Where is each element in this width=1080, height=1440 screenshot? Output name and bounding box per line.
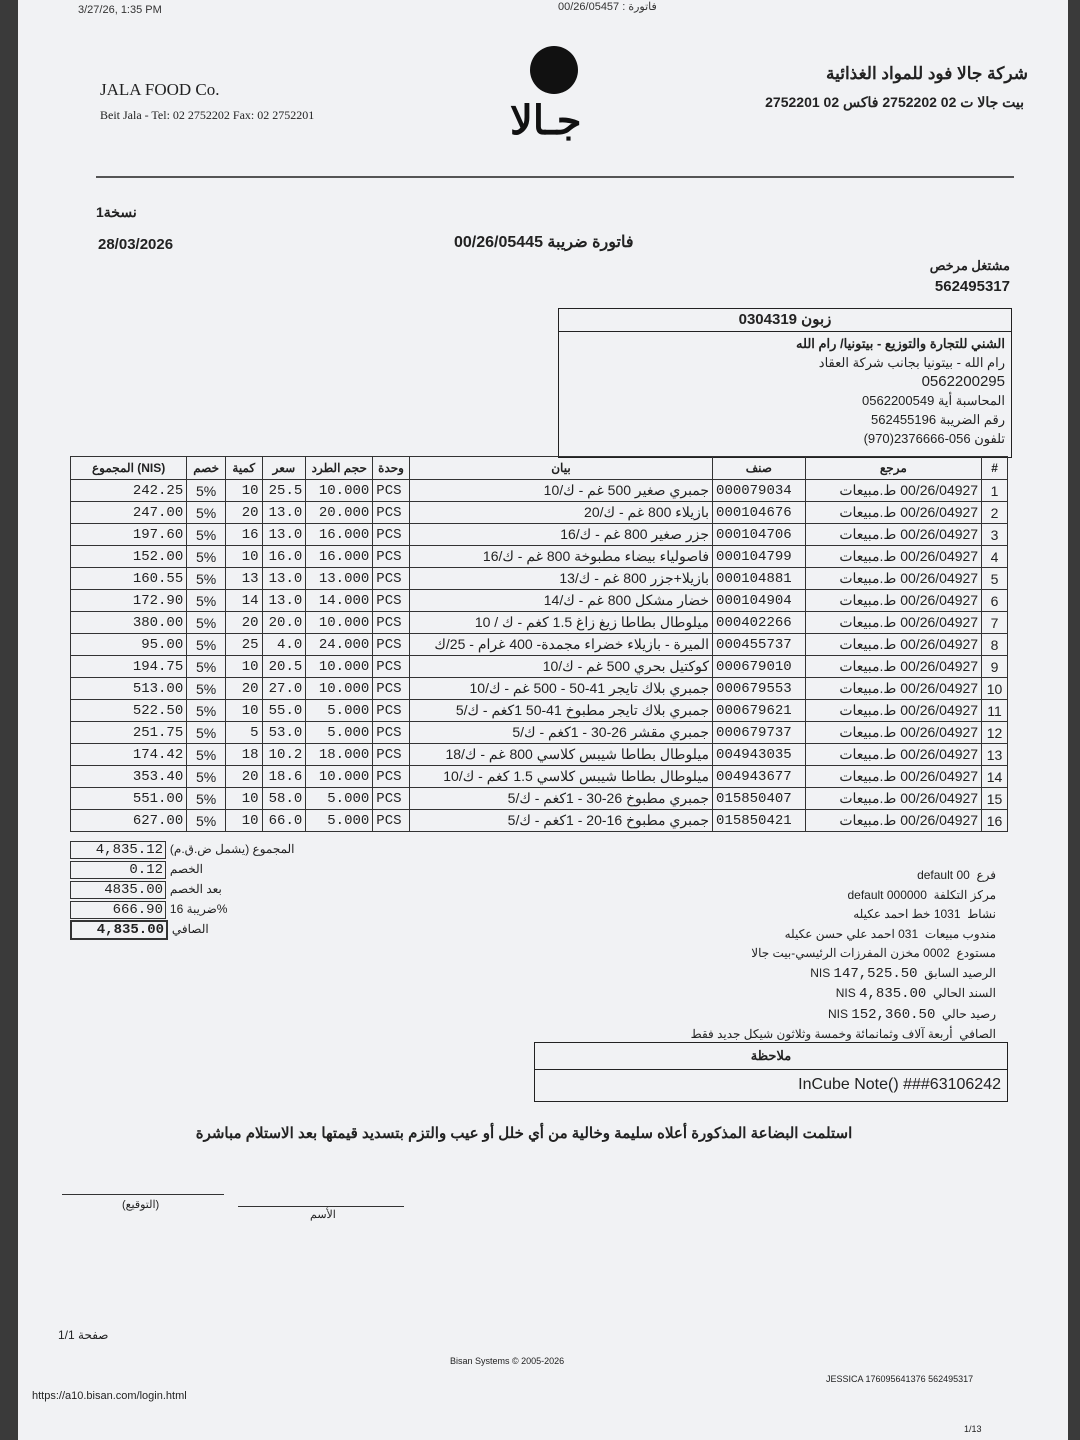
cell-total: 353.40 [71, 766, 187, 788]
cell-qty: 13 [225, 568, 262, 590]
cell-reference: 00/26/04927 ط.مبيعات [805, 502, 982, 524]
cell-total: 513.00 [71, 678, 187, 700]
cell-discount: 5% [187, 502, 226, 524]
prev-balance-currency: NIS [810, 965, 831, 980]
print-ref: فاتورة : 00/26/05457 [558, 1, 657, 13]
signature-label: (التوقيع) [122, 1199, 160, 1211]
cell-reference: 00/26/04927 ط.مبيعات [805, 744, 982, 766]
footer-user: JESSICA 176095641376 562495317 [826, 1374, 974, 1384]
cell-discount: 5% [187, 524, 226, 546]
cell-discount: 5% [187, 766, 226, 788]
cell-unit: PCS [373, 744, 410, 766]
company-contact-en: Beit Jala - Tel: 02 2752202 Fax: 02 2752201 [100, 108, 315, 122]
table-row [71, 722, 1008, 744]
cell-price: 10.2 [262, 744, 306, 766]
footer-url: https://a10.bisan.com/login.html [32, 1390, 187, 1402]
cell-description: جمبري صغير 500 غم - ك/10 [409, 480, 712, 502]
subtotal-value: 4,835.12 [70, 841, 166, 859]
cell-unit: PCS [373, 568, 410, 590]
current-doc-label: السند الحالي [933, 986, 996, 1000]
current-balance-label: رصيد حالي [942, 1006, 996, 1021]
cell-description: بازيلاء 800 غم - ك/20 [409, 502, 712, 524]
customer-address: رام الله - بيتونيا بجانب شركة العقاد [818, 355, 1005, 370]
cell-total: 160.55 [71, 568, 187, 590]
cell-index: 13 [982, 744, 1008, 766]
col-discount: خصم [187, 457, 226, 480]
cell-description: جمبري مطبوخ 16-20 - 1كغم - ك/5 [409, 810, 712, 832]
cell-qty: 25 [225, 634, 262, 656]
col-unit: وحدة [373, 457, 410, 480]
page-count: 1/13 [964, 1424, 982, 1434]
info-block [436, 866, 996, 1045]
cell-discount: 5% [187, 612, 226, 634]
cell-item-code: 000104706 [713, 524, 806, 546]
cell-price: 4.0 [262, 634, 306, 656]
cell-description: جمبري مقشر 26-30 - 1كغم - ك/5 [409, 722, 712, 744]
discount-label: الخصم [169, 862, 204, 876]
cell-total: 197.60 [71, 524, 187, 546]
col-price: سعر [262, 457, 306, 480]
cell-unit: PCS [373, 678, 410, 700]
branch-value: default 00 [917, 868, 970, 882]
name-line [238, 1206, 404, 1207]
cell-discount: 5% [187, 722, 226, 744]
prev-balance-value: 147,525.50 [833, 965, 918, 982]
tax-value: 666.90 [70, 901, 166, 919]
page-number: صفحة 1/1 [58, 1328, 109, 1342]
totals-block [70, 840, 310, 940]
cell-unit: PCS [373, 524, 410, 546]
signature-line [62, 1194, 224, 1195]
cell-unit: PCS [373, 480, 410, 502]
net-label: الصافي [171, 922, 209, 936]
cell-description: جمبري بلاك تايجر مطبوخ 41-50 1كغم - ك/5 [409, 700, 712, 722]
table-row [71, 656, 1008, 678]
prev-balance-label: الرصيد السابق [924, 965, 996, 980]
cell-index: 15 [982, 788, 1008, 810]
cell-pack-size: 10.000 [306, 480, 373, 502]
cell-price: 13.0 [262, 524, 306, 546]
cell-item-code: 000679010 [713, 656, 806, 678]
cell-qty: 10 [225, 546, 262, 568]
cell-discount: 5% [187, 788, 226, 810]
cell-total: 242.25 [71, 480, 187, 502]
cell-total: 522.50 [71, 700, 187, 722]
cell-price: 20.0 [262, 612, 306, 634]
cell-index: 9 [982, 656, 1008, 678]
current-doc-currency: NIS [835, 986, 856, 1000]
cell-total: 172.90 [71, 590, 187, 612]
cell-discount: 5% [187, 656, 226, 678]
cell-reference: 00/26/04927 ط.مبيعات [805, 568, 982, 590]
table-row [71, 678, 1008, 700]
after-discount-value: 4835.00 [70, 881, 166, 899]
cell-index: 10 [982, 678, 1008, 700]
cell-qty: 10 [225, 810, 262, 832]
table-row [71, 480, 1008, 502]
cell-price: 66.0 [262, 810, 306, 832]
cell-pack-size: 20.000 [306, 502, 373, 524]
cell-item-code: 004943035 [713, 744, 806, 766]
cell-total: 251.75 [71, 722, 187, 744]
cell-discount: 5% [187, 480, 226, 502]
current-balance-currency: NIS [827, 1006, 848, 1021]
table-row [71, 788, 1008, 810]
company-name-en: JALA FOOD Co. [100, 80, 220, 99]
cell-discount: 5% [187, 810, 226, 832]
customer-tel: تلفون 056-2376666(970) [863, 431, 1005, 446]
cell-unit: PCS [373, 700, 410, 722]
cell-price: 16.0 [262, 546, 306, 568]
cell-price: 13.0 [262, 590, 306, 612]
cell-item-code: 000104676 [713, 502, 806, 524]
cell-total: 174.42 [71, 744, 187, 766]
cell-reference: 00/26/04927 ط.مبيعات [805, 546, 982, 568]
discount-value: 0.12 [70, 861, 166, 879]
cell-unit: PCS [373, 810, 410, 832]
cell-item-code: 000679553 [713, 678, 806, 700]
cell-reference: 00/26/04927 ط.مبيعات [805, 678, 982, 700]
cell-qty: 20 [225, 678, 262, 700]
cell-item-code: 000402266 [713, 612, 806, 634]
cell-total: 247.00 [71, 502, 187, 524]
cell-item-code: 000104881 [713, 568, 806, 590]
col-qty: كمية [225, 457, 262, 480]
cell-pack-size: 10.000 [306, 766, 373, 788]
table-row [71, 502, 1008, 524]
cell-pack-size: 5.000 [306, 788, 373, 810]
col-reference: مرجع [805, 457, 982, 480]
col-total: المجموع (NIS) [71, 457, 187, 480]
cell-reference: 00/26/04927 ط.مبيعات [805, 766, 982, 788]
cell-item-code: 000455737 [713, 634, 806, 656]
cell-pack-size: 16.000 [306, 546, 373, 568]
cell-qty: 10 [225, 480, 262, 502]
table-row [71, 546, 1008, 568]
cell-total: 551.00 [71, 788, 187, 810]
invoice-date: 28/03/2026 [98, 236, 174, 253]
net-value: 4,835.00 [70, 920, 168, 940]
cell-reference: 00/26/04927 ط.مبيعات [805, 788, 982, 810]
cost-center-value: default 000000 [847, 887, 927, 902]
cell-discount: 5% [187, 700, 226, 722]
cell-pack-size: 5.000 [306, 810, 373, 832]
cell-index: 4 [982, 546, 1008, 568]
copyright: Bisan Systems © 2005-2026 [450, 1356, 565, 1366]
cell-description: ميلوطال بطاطا شيبس كلاسي 800 غم - ك/18 [409, 744, 712, 766]
note-text: InCube Note() ###63106242 [798, 1076, 1001, 1093]
current-doc-value: 4,835.00 [859, 986, 927, 1002]
logo-icon [530, 46, 578, 94]
table-row [71, 810, 1008, 832]
cell-index: 3 [982, 524, 1008, 546]
cell-reference: 00/26/04927 ط.مبيعات [805, 634, 982, 656]
customer-name: الشني للتجارة والتوزيع - بيتونيا/ رام الله [796, 336, 1005, 351]
cell-item-code: 000079034 [713, 480, 806, 502]
cell-discount: 5% [187, 634, 226, 656]
cell-description: فاصولياء بيضاء مطبوخة 800 غم - ك/16 [409, 546, 712, 568]
col-item-code: صنف [713, 457, 806, 480]
cell-item-code: 000104904 [713, 590, 806, 612]
cell-index: 7 [982, 612, 1008, 634]
cell-pack-size: 10.000 [306, 678, 373, 700]
cost-center-label: مركز التكلفة [933, 887, 996, 902]
cell-qty: 10 [225, 700, 262, 722]
cell-price: 20.5 [262, 656, 306, 678]
cell-item-code: 000104799 [713, 546, 806, 568]
customer-accounting: المحاسبة أية 0562200549 [862, 393, 1005, 408]
table-row [71, 766, 1008, 788]
activity-value: 1031 خط احمد عكيله [853, 907, 961, 921]
note-label: ملاحظة [535, 1043, 1007, 1070]
cell-description: كوكتيل بحري 500 غم - ك/10 [409, 656, 712, 678]
tax-label: ضريبة 16% [169, 902, 228, 916]
cell-discount: 5% [187, 678, 226, 700]
cell-pack-size: 10.000 [306, 612, 373, 634]
table-row [71, 568, 1008, 590]
copy-label: نسخة1 [96, 204, 137, 220]
cell-item-code: 000679621 [713, 700, 806, 722]
licensed-number: 562495317 [934, 278, 1010, 295]
cell-price: 58.0 [262, 788, 306, 810]
cell-index: 8 [982, 634, 1008, 656]
cell-index: 11 [982, 700, 1008, 722]
acknowledgment-text: استلمت البضاعة المذكورة أعلاه سليمة وخالية من أي خلل أو عيب والتزم بتسديد قيمتها بعد الاستلام مباشرة [195, 1125, 853, 1142]
cell-discount: 5% [187, 744, 226, 766]
cell-description: جمبري مطبوخ 26-30 - 1كغم - ك/5 [409, 788, 712, 810]
cell-description: خضار مشكل 800 غم - ك/14 [409, 590, 712, 612]
cell-unit: PCS [373, 766, 410, 788]
cell-discount: 5% [187, 546, 226, 568]
cell-pack-size: 16.000 [306, 524, 373, 546]
net-words-value: أربعة آلاف وثمانمائة وخمسة وثلاثون شيكل جديد فقط [690, 1027, 953, 1041]
cell-unit: PCS [373, 612, 410, 634]
cell-price: 55.0 [262, 700, 306, 722]
cell-reference: 00/26/04927 ط.مبيعات [805, 590, 982, 612]
cell-reference: 00/26/04927 ط.مبيعات [805, 524, 982, 546]
current-balance-value: 152,360.50 [851, 1006, 936, 1023]
cell-reference: 00/26/04927 ط.مبيعات [805, 810, 982, 832]
customer-tax-no: رقم الضريبة 562455196 [871, 412, 1005, 427]
cell-pack-size: 5.000 [306, 700, 373, 722]
cell-reference: 00/26/04927 ط.مبيعات [805, 480, 982, 502]
col-index: # [982, 457, 1008, 480]
company-name-ar: شركة جالا فود للمواد الغذائية [825, 64, 1028, 83]
cell-unit: PCS [373, 590, 410, 612]
cell-unit: PCS [373, 722, 410, 744]
sales-rep-label: مندوب مبيعات [924, 926, 996, 941]
cell-qty: 20 [225, 766, 262, 788]
invoice-title: فاتورة ضريبة 00/26/05445 [454, 234, 634, 251]
cell-reference: 00/26/04927 ط.مبيعات [805, 612, 982, 634]
sales-rep-value: 031 احمد علي حسن عكيله [784, 926, 919, 941]
name-label: الأسم [310, 1209, 336, 1221]
cell-item-code: 015850407 [713, 788, 806, 810]
cell-index: 16 [982, 810, 1008, 832]
cell-index: 12 [982, 722, 1008, 744]
activity-label: نشاط [967, 907, 996, 921]
table-row [71, 744, 1008, 766]
cell-unit: PCS [373, 788, 410, 810]
note-box [534, 1042, 1008, 1102]
table-row [71, 634, 1008, 656]
cell-reference: 00/26/04927 ط.مبيعات [805, 700, 982, 722]
cell-qty: 20 [225, 612, 262, 634]
cell-pack-size: 10.000 [306, 656, 373, 678]
table-header-row [71, 457, 1008, 480]
col-pack-size: حجم الطرد [306, 457, 373, 480]
company-contact-ar: بيت جالا ت 02 2752202 فاكس 02 2752201 [765, 94, 1024, 110]
cell-total: 627.00 [71, 810, 187, 832]
cell-qty: 16 [225, 524, 262, 546]
cell-description: جزر صغير 800 غم - ك/16 [409, 524, 712, 546]
cell-description: جمبري بلاك تايجر 41-50 - 500 غم - ك/10 [409, 678, 712, 700]
cell-qty: 18 [225, 744, 262, 766]
col-description: بيان [409, 457, 712, 480]
cell-reference: 00/26/04927 ط.مبيعات [805, 722, 982, 744]
cell-total: 380.00 [71, 612, 187, 634]
cell-unit: PCS [373, 502, 410, 524]
cell-index: 14 [982, 766, 1008, 788]
licensed-label: مشتغل مرخص [929, 258, 1010, 273]
header-divider [96, 176, 1014, 178]
net-words-label: الصافي [959, 1027, 996, 1041]
customer-phone: 0562200295 [921, 373, 1005, 390]
cell-qty: 10 [225, 788, 262, 810]
table-row [71, 590, 1008, 612]
cell-item-code: 015850421 [713, 810, 806, 832]
warehouse-label: مستودع [956, 946, 996, 960]
cell-item-code: 000679737 [713, 722, 806, 744]
cell-index: 2 [982, 502, 1008, 524]
table-row [71, 700, 1008, 722]
cell-total: 95.00 [71, 634, 187, 656]
cell-description: ميلوطال بطاطا زيغ زاغ 1.5 كغم - ك / 10 [409, 612, 712, 634]
cell-price: 27.0 [262, 678, 306, 700]
cell-description: الميرة - بازيلاء خضراء مجمدة- 400 غرام - 25/ك [409, 634, 712, 656]
customer-header: زبون 0304319 [559, 309, 1011, 332]
cell-unit: PCS [373, 546, 410, 568]
cell-pack-size: 24.000 [306, 634, 373, 656]
cell-pack-size: 13.000 [306, 568, 373, 590]
cell-index: 6 [982, 590, 1008, 612]
items-table [70, 456, 1008, 832]
cell-discount: 5% [187, 568, 226, 590]
invoice-sheet [18, 0, 1068, 1440]
cell-total: 194.75 [71, 656, 187, 678]
cell-price: 25.5 [262, 480, 306, 502]
cell-qty: 14 [225, 590, 262, 612]
cell-unit: PCS [373, 656, 410, 678]
cell-qty: 10 [225, 656, 262, 678]
cell-description: ميلوطال بطاطا شيبس كلاسي 1.5 كغم - ك/10 [409, 766, 712, 788]
cell-price: 13.0 [262, 568, 306, 590]
table-row [71, 524, 1008, 546]
table-row [71, 612, 1008, 634]
customer-box [558, 308, 1012, 458]
cell-price: 53.0 [262, 722, 306, 744]
cell-unit: PCS [373, 634, 410, 656]
cell-price: 18.6 [262, 766, 306, 788]
cell-pack-size: 14.000 [306, 590, 373, 612]
cell-index: 1 [982, 480, 1008, 502]
cell-description: بازيلا+جزر 800 غم - ك/13 [409, 568, 712, 590]
branch-label: فرع [976, 868, 996, 882]
cell-pack-size: 18.000 [306, 744, 373, 766]
cell-price: 13.0 [262, 502, 306, 524]
cell-reference: 00/26/04927 ط.مبيعات [805, 656, 982, 678]
cell-item-code: 004943677 [713, 766, 806, 788]
cell-discount: 5% [187, 590, 226, 612]
after-discount-label: بعد الخصم [169, 882, 222, 896]
cell-index: 5 [982, 568, 1008, 590]
cell-pack-size: 5.000 [306, 722, 373, 744]
subtotal-label: المجموع (يشمل ض.ق.م) [169, 842, 295, 856]
cell-total: 152.00 [71, 546, 187, 568]
logo-text: جـالا [510, 99, 582, 143]
cell-qty: 5 [225, 722, 262, 744]
warehouse-value: 0002 مخزن المفرزات الرئيسي-بيت جالا [751, 946, 950, 960]
print-datetime: 3/27/26, 1:35 PM [78, 4, 162, 16]
cell-qty: 20 [225, 502, 262, 524]
